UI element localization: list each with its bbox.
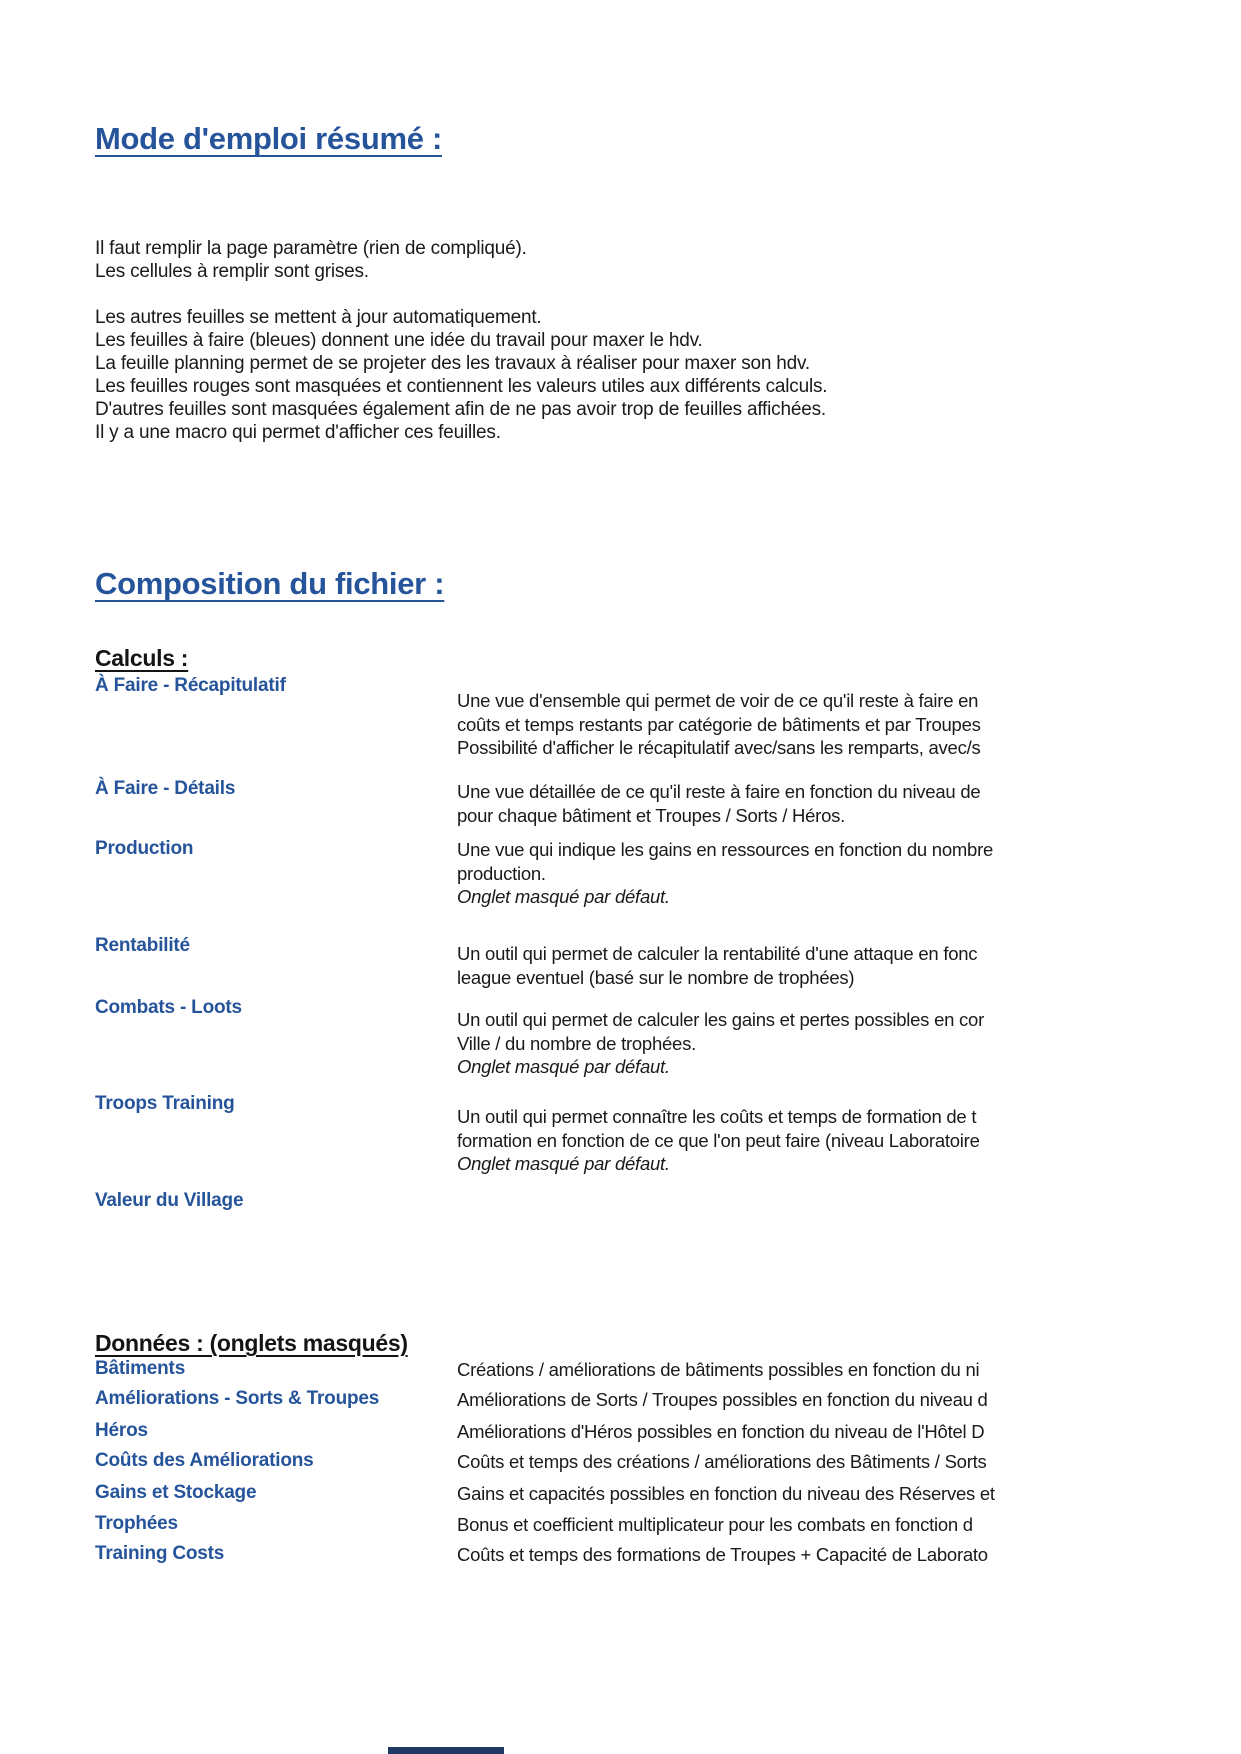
- text-line: Les autres feuilles se mettent à jour automatiquement.: [95, 307, 542, 328]
- usage-title: Mode d'emploi résumé :: [95, 121, 442, 156]
- description-line: Améliorations de Sorts / Troupes possibles en fonction du niveau d: [457, 1389, 988, 1410]
- description-line-hidden-tab-note: Onglet masqué par défaut.: [457, 886, 670, 907]
- sheet-label-training-costs: Training Costs: [95, 1543, 225, 1564]
- description-line: pour chaque bâtiment et Troupes / Sorts / Héros.: [457, 804, 846, 826]
- description-line: formation en fonction de ce que l'on peut faire (niveau Laboratoire: [457, 1129, 980, 1151]
- text-line: Il faut remplir la page paramètre (rien de compliqué).: [95, 238, 527, 259]
- usage-paragraph-1: [95, 237, 527, 283]
- description-line: Un outil qui permet de calculer les gains et pertes possibles en cor: [457, 1009, 984, 1030]
- bottom-clipped-blue-bar: [388, 1747, 504, 1754]
- sheet-description-batiments: [457, 1358, 1073, 1382]
- description-line-hidden-tab-note: Onglet masqué par défaut.: [457, 1056, 670, 1077]
- usage-paragraph-2: [95, 306, 827, 444]
- description-line: Gains et capacités possibles en fonction du niveau des Réserves et: [457, 1483, 995, 1504]
- sheet-description-production: [457, 838, 1073, 909]
- description-line: Une vue détaillée de ce qu'il reste à faire en fonction du niveau de: [457, 781, 981, 802]
- description-line: Créations / améliorations de bâtiments possibles en fonction du ni: [457, 1359, 980, 1380]
- sheet-description-a-faire-details: [457, 780, 1073, 827]
- text-line: Les feuilles à faire (bleues) donnent une idée du travail pour maxer le hdv.: [95, 330, 703, 351]
- description-line: Améliorations d'Héros possibles en fonction du niveau de l'Hôtel D: [457, 1421, 985, 1442]
- description-line: league eventuel (basé sur le nombre de trophées): [457, 966, 855, 988]
- sheet-description-combats-loots: [457, 1008, 1073, 1079]
- sheet-description-trophees: [457, 1513, 1073, 1537]
- text-line: La feuille planning permet de se projeter des les travaux à réaliser pour maxer son hdv.: [95, 353, 811, 374]
- sheet-label-valeur-du-village: Valeur du Village: [95, 1190, 244, 1211]
- description-line: Une vue d'ensemble qui permet de voir de ce qu'il reste à faire en: [457, 690, 979, 711]
- sheet-label-couts-des-ameliorations: Coûts des Améliorations: [95, 1450, 314, 1471]
- description-line: Un outil qui permet de calculer la rentabilité d'une attaque en fonc: [457, 943, 978, 964]
- sheet-label-heros: Héros: [95, 1420, 148, 1441]
- sheet-description-couts-des-ameliorations: [457, 1450, 1073, 1474]
- sheet-label-rentabilite: Rentabilité: [95, 935, 190, 956]
- donnees-heading: Données : (onglets masqués): [95, 1330, 408, 1356]
- sheet-description-training-costs: [457, 1543, 1073, 1567]
- description-line: Coûts et temps des formations de Troupes + Capacité de Laborato: [457, 1544, 988, 1565]
- sheet-label-production: Production: [95, 838, 194, 859]
- description-line: Possibilité d'afficher le récapitulatif avec/sans les remparts, avec/s: [457, 737, 981, 758]
- text-line: Les cellules à remplir sont grises.: [95, 261, 369, 282]
- sheet-description-rentabilite: [457, 942, 1073, 989]
- composition-title: Composition du fichier :: [95, 566, 445, 601]
- description-line: coûts et temps restants par catégorie de bâtiments et par Troupes: [457, 713, 981, 735]
- calculs-heading: Calculs :: [95, 645, 189, 671]
- description-line: Bonus et coefficient multiplicateur pour les combats en fonction d: [457, 1514, 973, 1535]
- sheet-label-combats-loots: Combats - Loots: [95, 997, 242, 1018]
- description-line: Coûts et temps des créations / améliorations des Bâtiments / Sorts: [457, 1451, 987, 1472]
- description-line-hidden-tab-note: Onglet masqué par défaut.: [457, 1153, 670, 1174]
- sheet-label-batiments: Bâtiments: [95, 1358, 186, 1379]
- sheet-label-a-faire-recapitulatif: À Faire - Récapitulatif: [95, 675, 286, 696]
- sheet-label-ameliorations-sorts-troupes: Améliorations - Sorts & Troupes: [95, 1388, 380, 1409]
- sheet-label-a-faire-details: À Faire - Détails: [95, 778, 236, 799]
- sheet-description-gains-et-stockage: [457, 1482, 1073, 1506]
- description-line: Un outil qui permet connaître les coûts et temps de formation de t: [457, 1106, 977, 1127]
- sheet-description-troops-training: [457, 1105, 1073, 1176]
- sheet-description-heros: [457, 1420, 1073, 1444]
- description-line: Ville / du nombre de trophées.: [457, 1032, 696, 1054]
- description-line: production.: [457, 862, 546, 884]
- text-line: D'autres feuilles sont masquées également afin de ne pas avoir trop de feuilles affichées.: [95, 399, 826, 420]
- sheet-label-gains-et-stockage: Gains et Stockage: [95, 1482, 257, 1503]
- sheet-label-trophees: Trophées: [95, 1513, 178, 1534]
- text-line: Les feuilles rouges sont masquées et contiennent les valeurs utiles aux différents calculs.: [95, 376, 828, 397]
- sheet-description-a-faire-recapitulatif: [457, 689, 1073, 760]
- sheet-label-troops-training: Troops Training: [95, 1093, 235, 1114]
- description-line: Une vue qui indique les gains en ressources en fonction du nombre: [457, 839, 994, 860]
- sheet-description-ameliorations-sorts-troupes: [457, 1388, 1073, 1412]
- text-line: Il y a une macro qui permet d'afficher ces feuilles.: [95, 422, 501, 443]
